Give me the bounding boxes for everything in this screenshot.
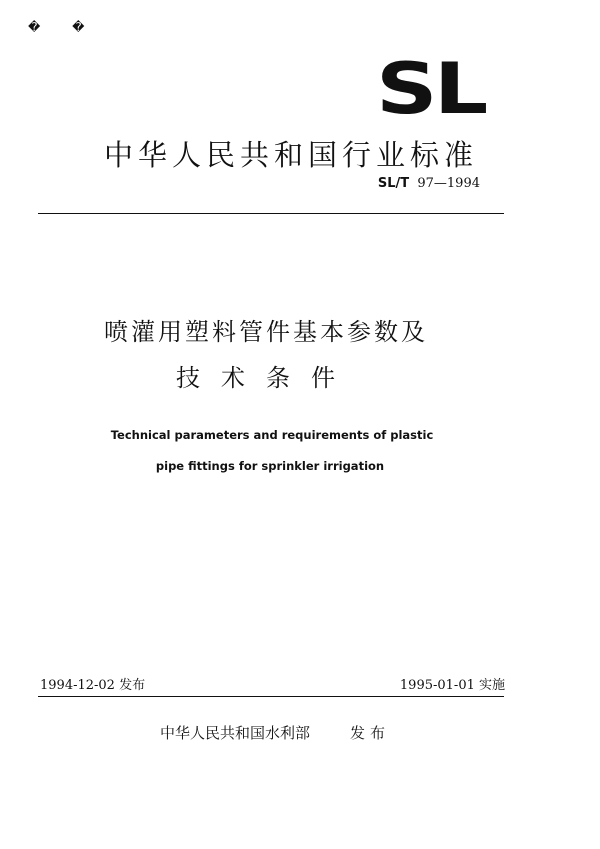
standard-code-prefix: SL/T bbox=[377, 176, 410, 191]
corner-marks: � � bbox=[28, 20, 99, 34]
publisher-name: 中华人民共和国水利部 bbox=[160, 724, 311, 742]
standard-code-number: 97—1994 bbox=[417, 176, 480, 191]
bottom-divider bbox=[38, 696, 504, 697]
document-title-zh-line-1: 喷灌用塑料管件基本参数及 bbox=[104, 318, 428, 346]
document-title-en-line-2: pipe fittings for sprinkler irrigation bbox=[155, 459, 385, 473]
effective-date: 1995-01-01 实施 bbox=[399, 678, 505, 693]
top-divider bbox=[38, 213, 504, 214]
issue-date: 1994-12-02 发布 bbox=[40, 678, 146, 693]
document-title-en-line-1: Technical parameters and requirements of plastic bbox=[110, 428, 434, 442]
standard-code bbox=[378, 176, 480, 191]
publish-label: 发布 bbox=[350, 724, 391, 742]
authority-title: 中华人民共和国行业标准 bbox=[104, 138, 479, 172]
sl-logo: SL bbox=[376, 48, 485, 130]
document-title-zh-line-2: 技术条件 bbox=[176, 364, 356, 392]
